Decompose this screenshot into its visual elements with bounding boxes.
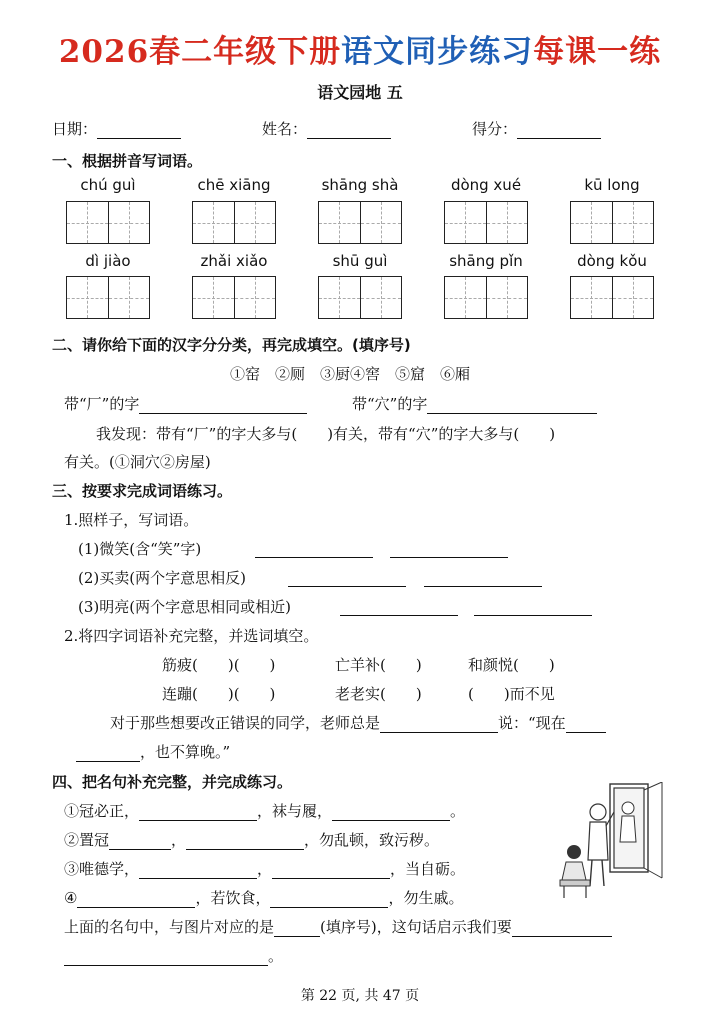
pinyin-label: dòng xué [450, 176, 522, 194]
picture-question: 上面的名句中，与图片对应的是 (填序号)，这句话启示我们要 [64, 916, 612, 937]
answer-blank[interactable] [270, 891, 388, 908]
answer-blank[interactable] [76, 745, 140, 762]
xue-answer-input[interactable] [427, 397, 597, 414]
date-input[interactable] [97, 122, 181, 139]
answer-blank[interactable] [340, 599, 458, 616]
answer-blank[interactable] [109, 833, 171, 850]
name-field: 姓名： [262, 118, 391, 139]
page-number: 第 22 页, 共 47 页 [300, 988, 420, 1004]
q1-prompt: 1.照样子，写词语。 [64, 511, 199, 529]
answer-blank[interactable] [512, 920, 612, 937]
chang-radical-line: 带“厂”的字 [64, 393, 307, 414]
q1-item: (2)买卖(两个字意思相反) [78, 569, 246, 587]
idiom-blank[interactable]: 连蹦( )( ) [162, 685, 276, 703]
page-title: 2026春二年级下册语文同步练习每课一练 [58, 34, 662, 70]
section2-heading: 二、请你给下面的汉字分分类，再完成填空。(填序号) [52, 336, 411, 354]
tianzi-box[interactable] [570, 276, 654, 318]
pinyin-label: shāng pǐn [449, 252, 523, 270]
q1-item: (3)明亮(两个字意思相同或相近) [78, 598, 291, 616]
pinyin-label: dòng kǒu [577, 252, 647, 270]
tianzi-box[interactable] [318, 201, 402, 243]
tianzi-box[interactable] [192, 201, 276, 243]
answer-blank[interactable] [332, 804, 450, 821]
lesson-subtitle: 语文园地 五 [317, 83, 403, 102]
tianzi-box[interactable] [444, 276, 528, 318]
pinyin-label: chē xiāng [197, 176, 271, 194]
answer-blank[interactable] [474, 599, 592, 616]
answer-blank[interactable] [390, 541, 508, 558]
answer-blank[interactable] [424, 570, 542, 587]
picture-question-end: 。 [64, 945, 283, 966]
fill-sentence: 对于那些想要改正错误的同学，老师总是 说：“现在 [110, 712, 606, 733]
quote-line-3: ③唯德学， ， ，当自砺。 [64, 860, 466, 878]
answer-blank[interactable] [64, 949, 268, 966]
answer-blank[interactable] [139, 804, 257, 821]
chang-answer-input[interactable] [139, 397, 307, 414]
pinyin-label: chú guì [80, 176, 136, 194]
idiom-blank[interactable]: 筋疲( )( ) [162, 656, 276, 674]
quote-line-4: ④ ，若饮食， ，勿生戚。 [64, 889, 464, 907]
date-field: 日期： [52, 118, 181, 139]
answer-blank[interactable] [77, 891, 195, 908]
tianzi-box[interactable] [444, 201, 528, 243]
character-list: ①窑 ②厕 ③厨④窖 ⑤窟 ⑥厢 [230, 365, 471, 383]
pinyin-label: shāng shà [321, 176, 399, 194]
tianzi-box[interactable] [570, 201, 654, 243]
answer-blank[interactable] [255, 541, 373, 558]
quote-line-2: ②置冠 ， ，勿乱顿，致污秽。 [64, 831, 440, 849]
fill-sentence-end: ，也不算晚。” [76, 741, 230, 762]
idiom-blank[interactable]: ( )而不见 [468, 685, 555, 703]
answer-blank[interactable] [274, 920, 320, 937]
q2-prompt: 2.将四字词语补充完整，并选词填空。 [64, 627, 319, 645]
answer-blank[interactable] [380, 716, 498, 733]
answer-blank[interactable] [272, 862, 390, 879]
pinyin-label: kū long [584, 176, 640, 194]
idiom-blank[interactable]: 亡羊补( ) [335, 656, 422, 674]
section1-heading: 一、根据拼音写词语。 [52, 152, 203, 170]
tianzi-box[interactable] [192, 276, 276, 318]
pinyin-label: dì jiào [85, 252, 131, 270]
idiom-blank[interactable]: 老老实( ) [335, 685, 422, 703]
idiom-blank[interactable]: 和颜悦( ) [468, 656, 555, 674]
answer-blank[interactable] [566, 716, 606, 733]
discovery-text: 我发现：带有“厂”的字大多与( )有关，带有“穴”的字大多与( ) [96, 425, 556, 443]
xue-radical-line: 带“穴”的字 [352, 393, 597, 414]
q1-item: (1)微笑(含“笑”字) [78, 540, 202, 558]
discovery-options: 有关。(①洞穴②房屋) [64, 453, 211, 471]
answer-blank[interactable] [186, 833, 304, 850]
answer-blank[interactable] [288, 570, 406, 587]
tianzi-box[interactable] [318, 276, 402, 318]
answer-blank[interactable] [139, 862, 257, 879]
section3-heading: 三、按要求完成词语练习。 [52, 482, 233, 500]
quote-line-1: ①冠必正， ，袜与履， 。 [64, 802, 466, 820]
name-input[interactable] [307, 122, 391, 139]
tianzi-box[interactable] [66, 201, 150, 243]
score-field: 得分： [472, 118, 601, 139]
pinyin-label: zhǎi xiǎo [200, 252, 268, 270]
tianzi-box[interactable] [66, 276, 150, 318]
pinyin-label: shū guì [332, 252, 388, 270]
mirror-illustration [548, 782, 666, 900]
section4-heading: 四、把名句补充完整，并完成练习。 [52, 773, 293, 791]
score-input[interactable] [517, 122, 601, 139]
